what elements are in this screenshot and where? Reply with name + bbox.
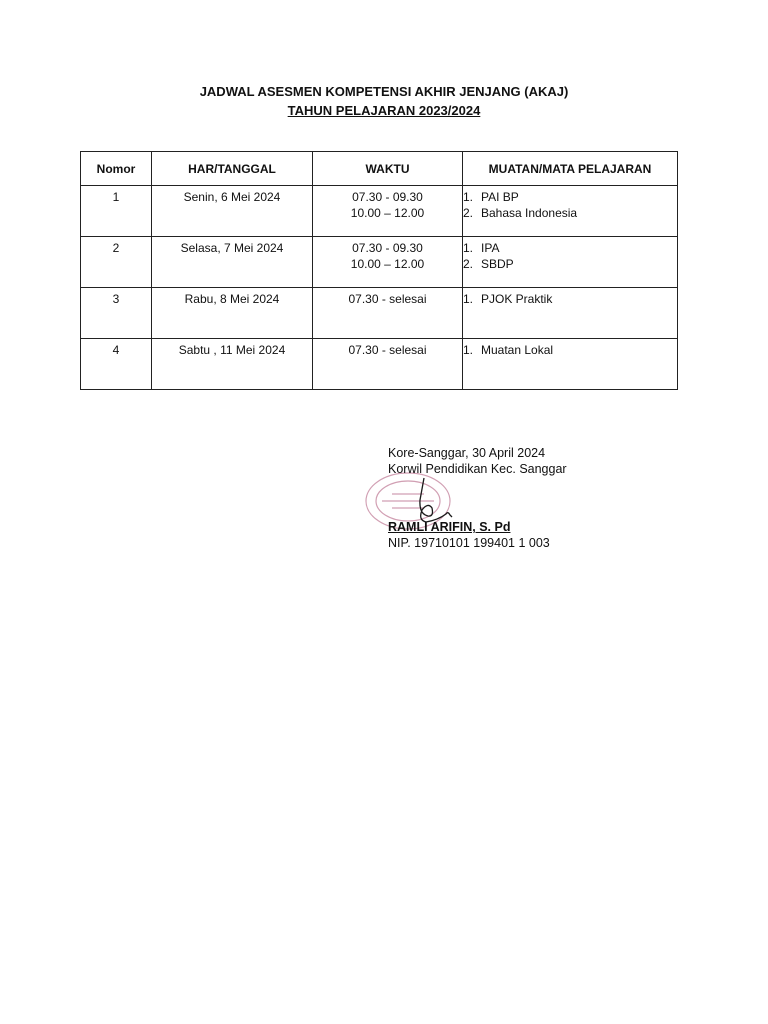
subject-name: SBDP — [481, 257, 514, 271]
signature-block — [388, 445, 567, 551]
row-subjects — [463, 186, 678, 237]
subject-name: PJOK Praktik — [481, 292, 553, 306]
table-row — [81, 237, 678, 288]
official-name: RAMLI ARIFIN, S. Pd — [388, 520, 511, 534]
table-row — [81, 288, 678, 339]
official-nip: NIP. 19710101 199401 1 003 — [388, 536, 550, 550]
row-times — [313, 339, 463, 390]
time-slot: 10.00 – 12.00 — [350, 206, 425, 220]
subject-index: 2. — [463, 206, 474, 220]
row-times — [313, 237, 463, 288]
subject-index: 2. — [463, 257, 474, 271]
row-number: 3 — [81, 288, 152, 339]
subject-index: 1. — [463, 190, 474, 204]
place-date: Kore-Sanggar, 30 April 2024 — [388, 446, 546, 460]
row-number: 1 — [81, 186, 152, 237]
row-subjects — [463, 237, 678, 288]
subject-item — [463, 205, 677, 221]
row-subjects — [463, 288, 678, 339]
time-slot: 10.00 – 12.00 — [350, 257, 425, 271]
table-row — [81, 339, 678, 390]
row-day: Selasa, 7 Mei 2024 — [152, 237, 313, 288]
subject-name: PAI BP — [481, 190, 519, 204]
row-number: 4 — [81, 339, 152, 390]
title-line-2: TAHUN PELAJARAN 2023/2024 — [287, 103, 481, 118]
time-slot: 07.30 - selesai — [348, 343, 427, 357]
row-day: Rabu, 8 Mei 2024 — [152, 288, 313, 339]
row-subjects — [463, 339, 678, 390]
row-times — [313, 288, 463, 339]
column-header-nomor: Nomor — [81, 152, 152, 186]
column-header-muatan: MUATAN/MATA PELAJARAN — [463, 152, 678, 186]
time-slot: 07.30 - selesai — [348, 292, 427, 306]
schedule-table — [80, 151, 678, 390]
subject-item — [463, 291, 677, 307]
subject-index: 1. — [463, 241, 474, 255]
time-slot: 07.30 - 09.30 — [352, 190, 423, 204]
subject-index: 1. — [463, 292, 474, 306]
subject-name: Muatan Lokal — [481, 343, 554, 357]
row-day: Senin, 6 Mei 2024 — [152, 186, 313, 237]
row-day: Sabtu , 11 Mei 2024 — [152, 339, 313, 390]
document-title — [0, 82, 768, 120]
subject-item — [463, 342, 677, 358]
subject-item — [463, 240, 677, 256]
row-number: 2 — [81, 237, 152, 288]
official-position: Korwil Pendidikan Kec. Sanggar — [388, 462, 567, 476]
subject-name: Bahasa Indonesia — [481, 206, 578, 220]
column-header-waktu: WAKTU — [313, 152, 463, 186]
table-header-row — [81, 152, 678, 186]
table-row — [81, 186, 678, 237]
subject-item — [463, 189, 677, 205]
subject-name: IPA — [481, 241, 500, 255]
row-times — [313, 186, 463, 237]
column-header-tanggal: HAR/TANGGAL — [152, 152, 313, 186]
subject-index: 1. — [463, 343, 474, 357]
title-line-1: JADWAL ASESMEN KOMPETENSI AKHIR JENJANG (AKAJ) — [199, 84, 569, 99]
subject-item — [463, 256, 677, 272]
time-slot: 07.30 - 09.30 — [352, 241, 423, 255]
